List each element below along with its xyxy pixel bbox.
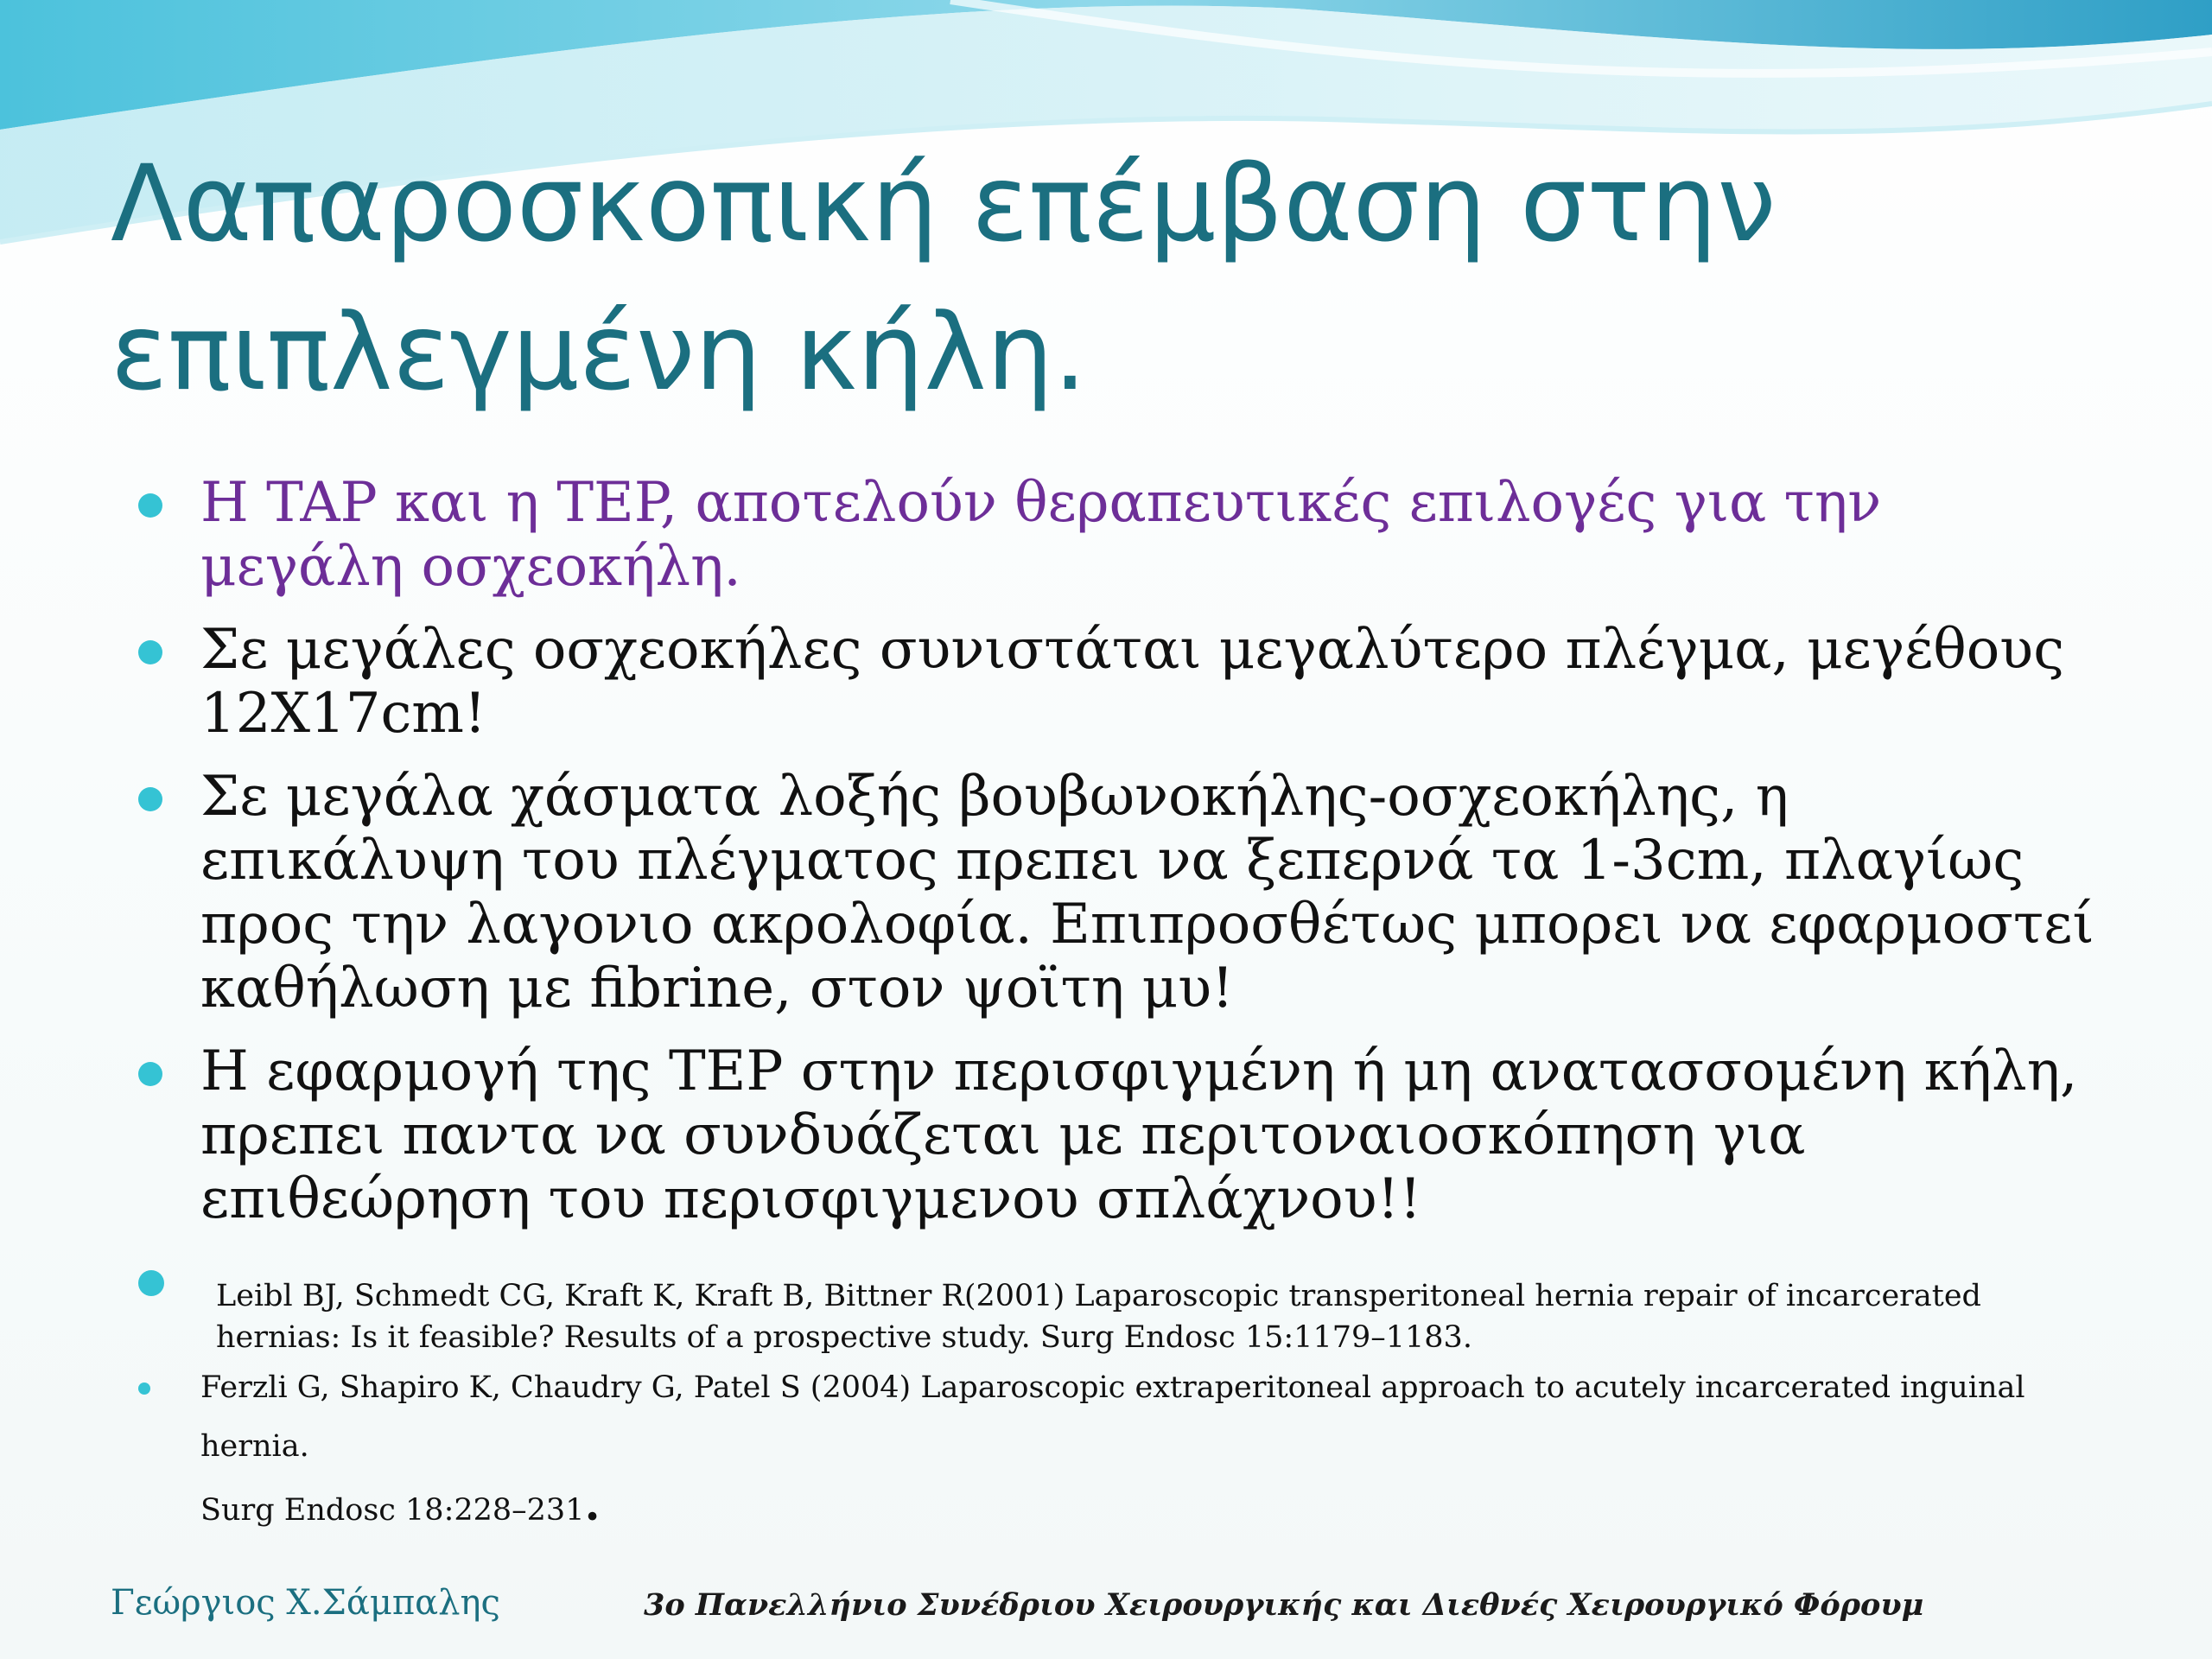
reference-text: Ferzli G, Shapiro K, Chaudry G, Patel S (2004) Laparoscopic extraperitoneal approach to acutely incarcerated inguinal hernia. bbox=[200, 1370, 2025, 1464]
bullet-dot-icon bbox=[138, 1270, 164, 1296]
bullet-list bbox=[138, 471, 2100, 1250]
reference-item bbox=[138, 1270, 2100, 1358]
reference-end-mark: . bbox=[584, 1478, 601, 1531]
reference-continuation: Surg Endosc 18:228–231 bbox=[200, 1493, 585, 1528]
bullet-text: Σε μεγάλα χάσματα λοξής βουβωνοκήλης-οσχεοκήλης, η επικάλυψη του πλέγματος πρεπει να ξεπερνά τα 1-3cm, πλαγίως προς την λαγονιο ακρολοφία. Επιπροσθέτως μπορει να εφαρμοστεί καθήλωση με fibrine, στον ψοϊτη μυ! bbox=[200, 765, 2094, 1020]
bullet-dot-icon bbox=[138, 1062, 162, 1086]
reference-list bbox=[138, 1270, 2100, 1540]
bullet-text: Η TAP και η TEP, αποτελούν θεραπευτικές επιλογές για την μεγάλη οσχεοκήλη. bbox=[200, 471, 1882, 599]
reference-item bbox=[138, 1358, 2100, 1540]
bullet-item bbox=[138, 618, 2100, 746]
bullet-item bbox=[138, 1039, 2100, 1231]
bullet-dot-icon bbox=[138, 493, 162, 518]
bullet-item bbox=[138, 765, 2100, 1020]
reference-text: Leibl BJ, Schmedt CG, Kraft K, Kraft B, Bittner R(2001) Laparoscopic transperitoneal hernia repair of incarcerated hernias: Is it feasible? Results of a prospective study. Surg Endosc 15:1179–1183. bbox=[216, 1279, 1981, 1355]
footer-author: Γεώργιος Χ.Σάμπαλης bbox=[111, 1583, 500, 1623]
bullet-item bbox=[138, 471, 2100, 599]
slide-title: Λαπαροσκοπική επέμβαση στην επιπλεγμένη κήλη. bbox=[111, 143, 1777, 414]
footer-conference: 3ο Πανελλήνιο Συνέδριου Χειρουργικής και Διεθνές Χειρουργικό Φόρουμ bbox=[644, 1587, 1924, 1623]
bullet-dot-icon bbox=[138, 787, 162, 811]
bullet-text: Η εφαρμογή της TEP στην περισφιγμένη ή μη ανατασσομένη κήλη, πρεπει παντα να συνδυάζεται με περιτοναιοσκόπηση για επιθεώρηση του περισφιγμενου σπλάχνου!! bbox=[200, 1039, 2078, 1231]
bullet-dot-icon bbox=[138, 640, 162, 664]
bullet-dot-icon bbox=[138, 1382, 150, 1395]
bullet-text: Σε μεγάλες οσχεοκήλες συνιστάται μεγαλύτερο πλέγμα, μεγέθους 12X17cm! bbox=[200, 618, 2065, 746]
